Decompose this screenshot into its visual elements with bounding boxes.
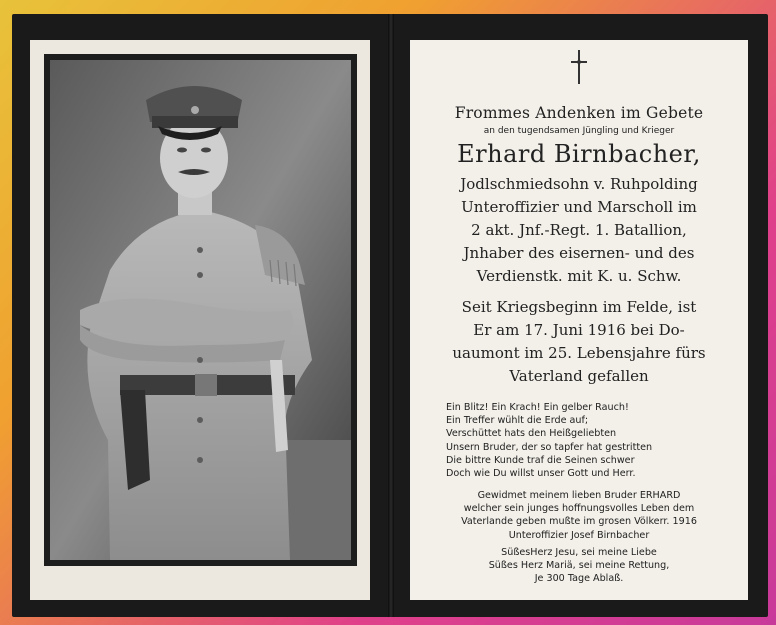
death-line: Seit Kriegsbeginn im Felde, ist	[461, 298, 697, 316]
cross-icon	[567, 48, 591, 86]
bio-line: Jodlschmiedsohn v. Ruhpolding	[460, 175, 698, 193]
card-fold	[388, 14, 394, 617]
memorial-card	[12, 14, 768, 617]
death-line: uaumont im 25. Lebensjahre fürs	[452, 344, 706, 362]
dedication	[410, 489, 748, 542]
verse-line: Ein Blitz! Ein Krach! Ein gelber Rauch!	[446, 402, 629, 413]
soldier-portrait-photo	[50, 60, 351, 560]
dedication-line: Unteroffizier Josef Birnbacher	[508, 529, 650, 541]
verse-line: Doch wie Du willst unser Gott und Herr.	[446, 468, 636, 480]
header-subtitle: an den tugendsamen Jüngling und Krieger	[483, 126, 675, 136]
verse-line: Unsern Bruder, der so tapfer hat gestritten	[446, 441, 653, 453]
prayer-line: Süßes Herz Mariä, sei meine Rettung,	[488, 560, 670, 572]
dedication-line: Vaterlande geben mußte im grosen Völkerr. 1916	[461, 516, 697, 528]
portrait-panel	[30, 40, 370, 600]
bio-line: Verdienstk. mit K. u. Schw.	[476, 267, 682, 285]
bio-line: 2 akt. Jnf.-Regt. 1. Batallion,	[471, 221, 687, 239]
prayer-line: SüßesHerz Jesu, sei meine Liebe	[501, 547, 657, 558]
death-line: Er am 17. Juni 1916 bei Do-	[473, 321, 685, 339]
header-title: Frommes Andenken im Gebete	[454, 104, 704, 122]
verse-line: Verschüttet hats den Heißgeliebten	[446, 428, 617, 440]
dedication-line: welcher sein junges hoffnungsvolles Leben dem	[463, 503, 695, 515]
prayer-line: Je 300 Tage Ablaß.	[534, 573, 624, 585]
dedication-line: Gewidmet meinem lieben Bruder ERHARD	[477, 490, 681, 501]
text-panel	[410, 40, 748, 600]
memorial-verse	[446, 401, 652, 480]
death-line: Vaterland gefallen	[509, 367, 649, 385]
photo-frame	[44, 54, 357, 566]
bio-line: Jnhaber des eisernen- und des	[463, 244, 695, 262]
deceased-name: Erhard Birnbacher,	[457, 140, 701, 168]
bio-line: Unteroffizier und Marscholl im	[461, 198, 697, 216]
soldier-portrait-image	[50, 60, 351, 560]
verse-line: Die bittre Kunde traf die Seinen schwer	[446, 454, 635, 466]
prayers	[410, 546, 748, 586]
verse-line: Ein Treffer wühlt die Erde auf;	[446, 415, 589, 427]
